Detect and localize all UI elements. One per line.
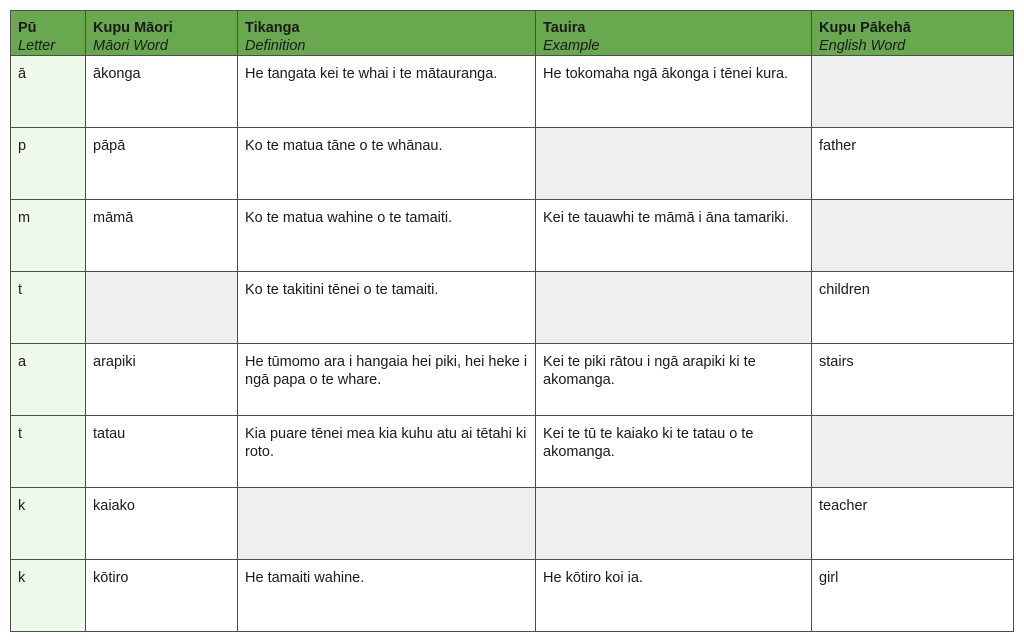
definition-cell[interactable]: He tamaiti wahine. xyxy=(238,560,536,632)
maori-word-cell[interactable]: arapiki xyxy=(86,344,238,416)
example-cell[interactable] xyxy=(536,272,812,344)
definition-cell[interactable]: He tūmomo ara i hangaia hei piki, hei heke i ngā papa o te whare. xyxy=(238,344,536,416)
header-example: Tauira Example xyxy=(536,11,812,56)
letter-cell[interactable]: ā xyxy=(11,56,86,128)
english-word-cell[interactable]: teacher xyxy=(812,488,1014,560)
definition-cell[interactable]: Ko te takitini tēnei o te tamaiti. xyxy=(238,272,536,344)
table-row xyxy=(11,272,1014,344)
maori-word-cell[interactable] xyxy=(86,272,238,344)
maori-word-cell[interactable]: ākonga xyxy=(86,56,238,128)
table-row xyxy=(11,560,1014,632)
letter-cell[interactable]: k xyxy=(11,488,86,560)
table-row xyxy=(11,128,1014,200)
table-row xyxy=(11,56,1014,128)
example-cell[interactable]: He tokomaha ngā ākonga i tēnei kura. xyxy=(536,56,812,128)
letter-cell[interactable]: t xyxy=(11,416,86,488)
vocabulary-table xyxy=(10,10,1014,632)
table-body xyxy=(11,56,1014,632)
example-cell[interactable]: Kei te piki rātou i ngā arapiki ki te akomanga. xyxy=(536,344,812,416)
definition-cell[interactable]: Kia puare tēnei mea kia kuhu atu ai tētahi ki roto. xyxy=(238,416,536,488)
definition-cell[interactable]: He tangata kei te whai i te mātauranga. xyxy=(238,56,536,128)
english-word-cell[interactable]: stairs xyxy=(812,344,1014,416)
maori-word-cell[interactable]: kaiako xyxy=(86,488,238,560)
maori-word-cell[interactable]: māmā xyxy=(86,200,238,272)
header-letter: Pū Letter xyxy=(11,11,86,56)
example-cell[interactable]: He kōtiro koi ia. xyxy=(536,560,812,632)
letter-cell[interactable]: p xyxy=(11,128,86,200)
letter-cell[interactable]: k xyxy=(11,560,86,632)
header-definition: Tikanga Definition xyxy=(238,11,536,56)
letter-cell[interactable]: a xyxy=(11,344,86,416)
example-cell[interactable]: Kei te tauawhi te māmā i āna tamariki. xyxy=(536,200,812,272)
example-cell[interactable]: Kei te tū te kaiako ki te tatau o te akomanga. xyxy=(536,416,812,488)
maori-word-cell[interactable]: kōtiro xyxy=(86,560,238,632)
english-word-cell[interactable]: father xyxy=(812,128,1014,200)
maori-word-cell[interactable]: tatau xyxy=(86,416,238,488)
english-word-cell[interactable]: girl xyxy=(812,560,1014,632)
english-word-cell[interactable]: children xyxy=(812,272,1014,344)
header-maori-word: Kupu Māori Māori Word xyxy=(86,11,238,56)
table-row xyxy=(11,344,1014,416)
example-cell[interactable] xyxy=(536,128,812,200)
table-row xyxy=(11,200,1014,272)
definition-cell[interactable]: Ko te matua tāne o te whānau. xyxy=(238,128,536,200)
definition-cell[interactable] xyxy=(238,488,536,560)
example-cell[interactable] xyxy=(536,488,812,560)
definition-cell[interactable]: Ko te matua wahine o te tamaiti. xyxy=(238,200,536,272)
table-row xyxy=(11,488,1014,560)
letter-cell[interactable]: m xyxy=(11,200,86,272)
header-row xyxy=(11,11,1014,56)
english-word-cell[interactable] xyxy=(812,56,1014,128)
maori-word-cell[interactable]: pāpā xyxy=(86,128,238,200)
english-word-cell[interactable] xyxy=(812,200,1014,272)
table-row xyxy=(11,416,1014,488)
letter-cell[interactable]: t xyxy=(11,272,86,344)
header-english-word: Kupu Pākehā English Word xyxy=(812,11,1014,56)
english-word-cell[interactable] xyxy=(812,416,1014,488)
